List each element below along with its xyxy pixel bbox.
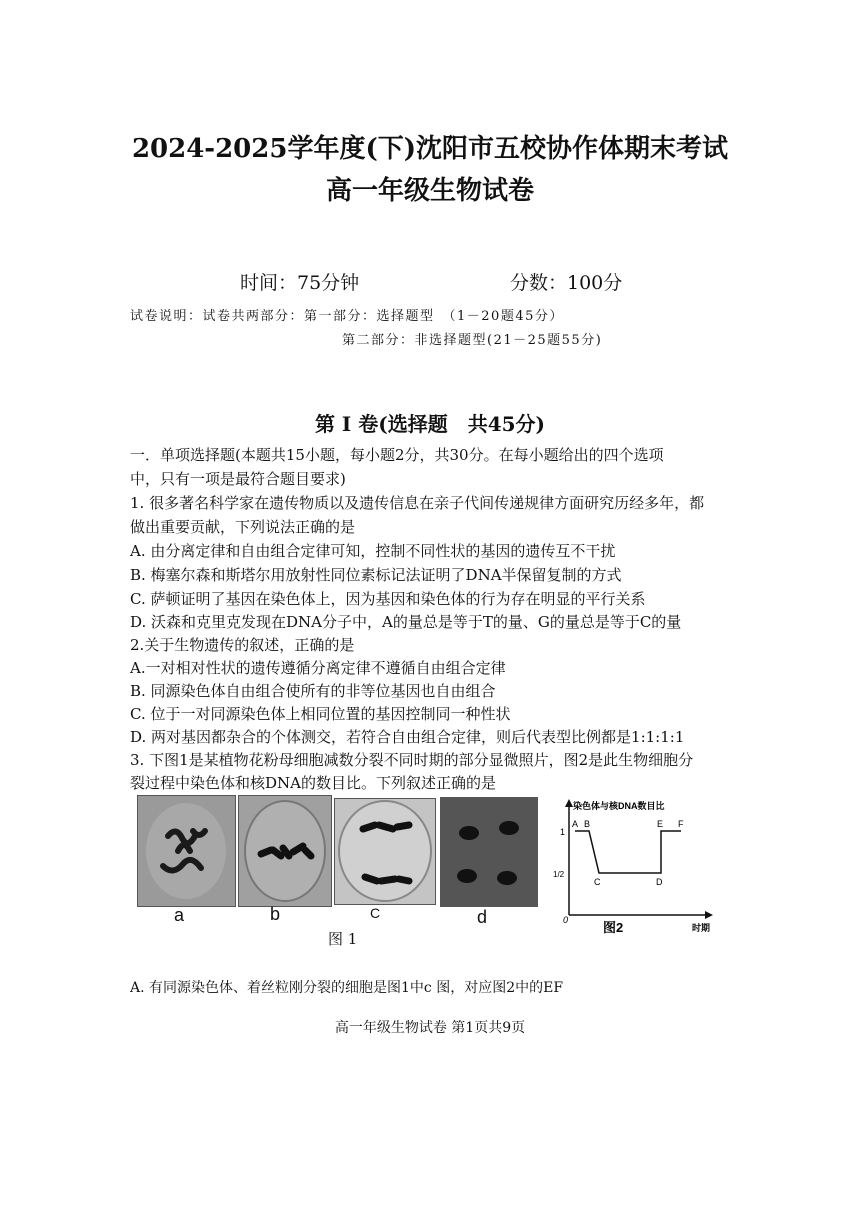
question3-option-a: A. 有同源染色体、着丝粒刚分裂的细胞是图1中c 图，对应图2中的EF [130, 980, 564, 996]
figure1-label-d: d [477, 907, 488, 927]
exam-time: 时间：75分钟 [240, 272, 360, 294]
exam-subtitle: 高一年级生物试卷 [325, 176, 534, 206]
text-line: A.一对相对性状的遗传遵循分离定律不遵循自由组合定律 [130, 659, 506, 677]
text-line: 1. 很多著名科学家在遗传物质以及遗传信息在亲子代间传递规律方面研究历经多年，都 [130, 494, 705, 512]
text-line: 2.关于生物遗传的叙述，正确的是 [130, 636, 355, 654]
chromosome-image [441, 798, 537, 906]
micrograph-d [440, 797, 538, 907]
text-line: C. 萨顿证明了基因在染色体上，因为基因和染色体的行为存在明显的平行关系 [130, 590, 646, 608]
y-tick-1: 1 [560, 827, 566, 837]
chromosome-image [138, 796, 235, 906]
figure2-ylabel: 染色体与核DNA数目比 [573, 801, 665, 811]
micrograph-c [334, 798, 436, 905]
point-label-a: A [572, 819, 579, 829]
text-line: C. 位于一对同源染色体上相同位置的基因控制同一种性状 [130, 705, 511, 723]
point-label-c: C [594, 877, 601, 887]
figure1-label-a: a [174, 905, 185, 925]
text-line: B. 同源染色体自由组合使所有的非等位基因也自由组合 [130, 682, 496, 700]
text-line: D. 沃森和克里克发现在DNA分子中，A的量总是等于T的量、G的量总是等于C的量 [130, 613, 682, 631]
text-line: 一．单项选择题(本题共15小题，每小题2分，共30分。在每小题给出的四个选项 [130, 446, 664, 464]
micrograph-a [137, 795, 236, 907]
text-line: 中，只有一项是最符合题目要求) [130, 470, 346, 488]
text-line: 裂过程中染色体和核DNA的数目比。下列叙述正确的是 [130, 774, 496, 792]
point-label-b: B [584, 819, 591, 829]
micrograph-b [238, 795, 332, 907]
figure1-label-c: C [370, 905, 381, 921]
y-tick-half: 1/2 [553, 870, 565, 879]
figure1-caption: 图 1 [328, 930, 358, 948]
text-line: 做出重要贡献，下列说法正确的是 [130, 518, 356, 536]
point-label-d: D [656, 877, 663, 887]
exam-title: 2024-2025学年度(下)沈阳市五校协作体期末考试 [131, 134, 729, 164]
exam-note-line2: 第二部分：非选择题型(21－25题55分) [342, 333, 603, 348]
point-label-e: E [657, 819, 664, 829]
text-line: B. 梅塞尔森和斯塔尔用放射性同位素标记法证明了DNA半保留复制的方式 [130, 566, 622, 584]
figure2-caption: 图2 [603, 920, 624, 935]
ratio-line [575, 831, 681, 873]
chromosome-image [239, 796, 331, 906]
section-title: 第 I 卷(选择题 共45分) [314, 412, 546, 436]
point-label-f: F [678, 819, 684, 829]
origin-label: 0 [563, 915, 569, 925]
exam-note-line1: 试卷说明：试卷共两部分：第一部分：选择题型 （1－20题45分） [130, 309, 564, 324]
exam-score: 分数：100分 [510, 272, 623, 294]
figure1-label-b: b [270, 904, 281, 924]
text-line: D. 两对基因都杂合的个体测交，若符合自由组合定律，则后代表型比例都是1:1:1:1 [130, 728, 685, 746]
chromosome-image [335, 799, 435, 904]
page-footer: 高一年级生物试卷 第1页共9页 [334, 1020, 526, 1036]
text-line: 3. 下图1是某植物花粉母细胞减数分裂不同时期的部分显微照片，图2是此生物细胞分 [130, 751, 694, 769]
figure2-graph [555, 795, 720, 940]
figure2-xlabel: 时期 [692, 923, 711, 933]
text-line: A. 由分离定律和自由组合定律可知，控制不同性状的基因的遗传互不干扰 [130, 542, 616, 560]
